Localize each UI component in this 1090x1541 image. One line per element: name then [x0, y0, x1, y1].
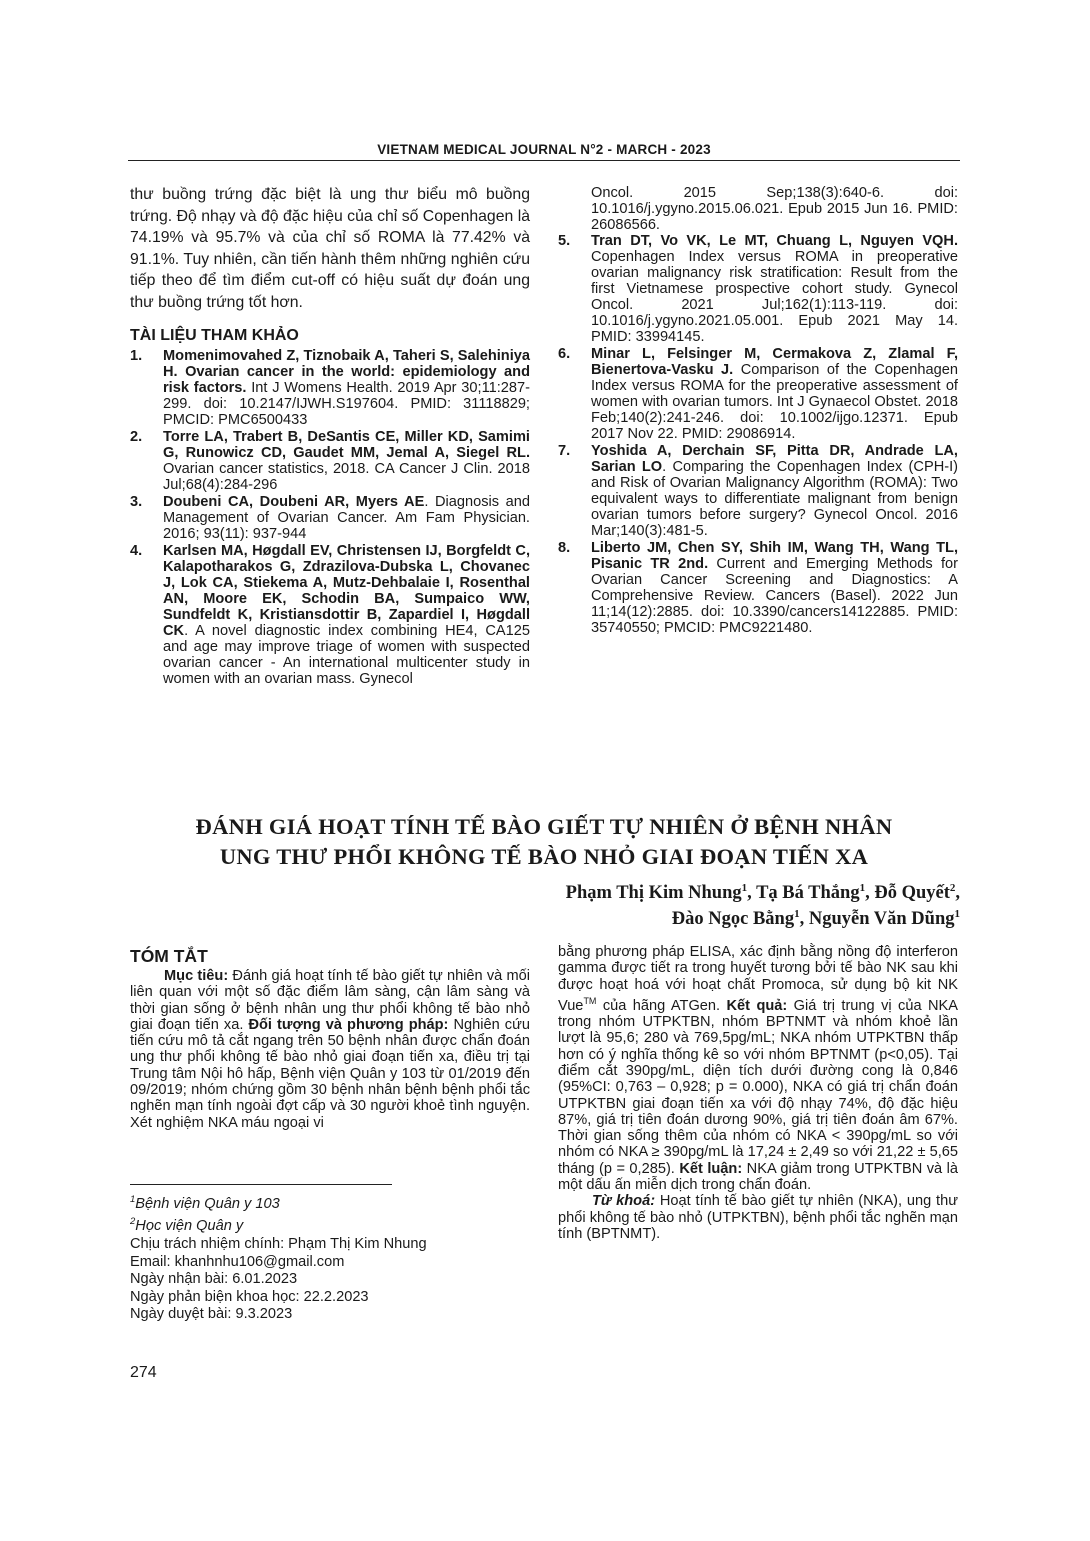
abstract-left-column — [130, 968, 530, 1131]
affiliation-number: 1 — [130, 1194, 136, 1205]
author-name: Phạm Thị Kim Nhung — [565, 883, 742, 903]
abstract-heading: TÓM TẮT — [130, 946, 208, 966]
author-separator: , — [747, 883, 757, 903]
reference-item — [130, 494, 530, 542]
page-number: 274 — [130, 1364, 157, 1381]
reference-number: 8. — [558, 540, 571, 556]
author-line-1 — [260, 880, 960, 906]
methods-continuation: bằng phương pháp ELISA, xác định bằng nồng độ interferon gamma được tiết ra trong huyết tương bởi tế bào NK sau khi được hoạt hoá với hoạt chất Promoca, sử dụng bộ kit NK Vue — [558, 944, 958, 1014]
reference-details: . Comparing the Copenhagen Index (CPH-I) and Risk of Ovarian Malignancy Algorithm (ROMA): Two equivalent ways to differentiate malignant from benign ovarian tumors before surgery? Gynecol Oncol. 2016 Mar;140(3):481-5. — [591, 459, 959, 539]
abstract-paragraph — [130, 968, 530, 1131]
author-affiliation: 1 — [859, 881, 866, 894]
reference-authors: Tran DT, Vo VK, Le MT, Chuang L, Nguyen VQH. — [591, 233, 958, 249]
reference-details: Copenhagen Index versus ROMA in preoperative ovarian malignancy risk stratification: Result from the first Vietnamese prospective cohort study. Gynecol Oncol. 2021 Jul;162(1):113-119. doi: 10.1016/j.ygyno.2021.05.001. Epub 2021 May 14. PMID: 33994145. — [591, 249, 958, 345]
reference-authors: Liberto JM, Chen SY, Shih IM, Wang TH, Wang TL, Pisanic TR 2nd. — [591, 540, 958, 572]
reference-number: 5. — [558, 233, 571, 249]
reference-number: 4. — [130, 543, 143, 559]
affiliation-1 — [130, 1191, 530, 1213]
abstract-right-column — [558, 944, 958, 1242]
footnote-rule — [130, 1184, 392, 1185]
author-affiliation: 1 — [794, 907, 800, 920]
reference-details: . A novel diagnostic index combining HE4, CA125 and age may improve triage of women with suspected ovarian cancer - An international multicenter study in women with an ovarian mass. Gynecol — [163, 623, 530, 687]
author-affiliation: 1 — [741, 881, 748, 894]
reference-authors: Torre LA, Trabert B, DeSantis CE, Miller KD, Samimi G, Runowicz CD, Gaudet MM, Jemal A, Siegel RL. — [163, 429, 530, 461]
corresponding-author: Chịu trách nhiệm chính: Phạm Thị Kim Nhung — [130, 1235, 427, 1252]
abstract-paragraph-cont — [558, 944, 958, 1193]
references-heading: TÀI LIỆU THAM KHẢO — [130, 327, 299, 344]
accepted-date: Ngày duyệt bài: 9.3.2023 — [130, 1306, 293, 1323]
author-separator: , — [955, 883, 960, 903]
prev-article-left-column — [130, 184, 530, 688]
reference-number: 3. — [130, 494, 143, 510]
trademark-mark: TM — [583, 995, 597, 1006]
reference-details: Current and Emerging Methods for Ovarian Cancer Screening and Diagnostics: A Comprehensive Review. Cancers (Basel). 2022 Jun 11;14(12):2885. doi: 10.3390/cancers14122885. PMID: 35740550; PMCID: PMC9221480. — [591, 556, 958, 636]
reference-item — [558, 233, 958, 345]
reference-item — [130, 348, 530, 428]
affiliation-text: Học viện Quân y — [135, 1218, 244, 1235]
reference-item — [130, 429, 530, 493]
keywords-text: Hoạt tính tế bào giết tự nhiên (NKA), ung thư phổi không tế bào nhỏ (UTPKTBN), bệnh phổi tắc nghẽn mạn tính (BPTNMT). — [558, 1193, 959, 1242]
author-affiliation: 1 — [954, 907, 960, 920]
author-name: Đào Ngọc Bằng — [671, 909, 795, 929]
journal-header: VIETNAM MEDICAL JOURNAL N°2 - MARCH - 2023 — [377, 142, 711, 157]
reference-details: . Diagnosis and Management of Ovarian Cancer. Am Fam Physician. 2016; 93(11): 937-944 — [163, 494, 530, 542]
reference-number: 6. — [558, 346, 571, 362]
reference-authors: Karlsen MA, Høgdall EV, Christensen IJ, Borgfeldt C, Kalapotharakos G, Zdrazilova-Dubska L, Chovanec J, Lok CA, Stiekema A, Mutz-Dehbalaie I, Rosenthal AN, Moore EK, Schodin BA, Sumpaico WW, Sundfeldt K, Kristiansdottir B, Zapardiel I, Høgdall CK — [163, 543, 530, 639]
author-line-2 — [260, 906, 960, 932]
reference-details: Ovarian cancer statistics, 2018. CA Cancer J Clin. 2018 Jul;68(4):284-296 — [163, 461, 530, 493]
author-list — [260, 880, 960, 932]
article-title — [128, 812, 960, 872]
results-text: Giá trị trung vị của NKA trong nhóm UTPKTBN, nhóm BPTNMT và nhóm khoẻ lần lượt là 95,6; 280 và 769,5pg/mL; NKA nhóm UTPKTBN thấp hơn có ý nghĩa thống kê so với nhóm BPTNMT (p<0,05). Tại điểm cắt 390pg/mL, diện tích dưới đường cong là 0,846 (95%CI: 0,763 – 0,928; p = 0.000), NKA có giá trị chẩn đoán UTPKTBN giai đoạn tiến xa với độ nhạy 74%, độ đặc hiệu 87%, giá trị tiên đoán dương 90%, giá trị tiên đoán âm 67%. Thời gian sống thêm của nhóm có NKA < 390pg/mL so với nhóm có NKA ≥ 390pg/mL là 17,24 ± 2,49 so với 21,22 ± 5,65 tháng (p = 0,285). — [558, 997, 958, 1177]
reference-item — [558, 443, 958, 539]
header-rule — [128, 160, 960, 161]
reference-details: Int J Womens Health. 2019 Apr 30;11:287-299. doi: 10.2147/IJWH.S197604. PMID: 31118829; PMCID: PMC6500433 — [163, 380, 530, 428]
methods-label: Đối tượng và phương pháp: — [248, 1016, 449, 1033]
affiliation-text: Bệnh viện Quân y 103 — [135, 1195, 280, 1212]
reference-authors: Yoshida A, Derchain SF, Pitta DR, Andrade LA, Sarian LO — [591, 443, 958, 475]
reference-item — [558, 540, 958, 636]
prev-article-right-column — [558, 185, 958, 637]
author-name: Đỗ Quyết — [874, 883, 950, 903]
received-date: Ngày nhận bài: 6.01.2023 — [130, 1271, 298, 1288]
methods-text: Nghiên cứu tiến cứu mô tả cắt ngang trên 50 bệnh nhân được chẩn đoán ung thư phổi không tế bào nhỏ giai đoạn tiến xa, điều trị tại Trung tâm Nội hô hấp, Bệnh viện Quân y 103 từ 01/2019 đến 09/2019; nhóm chứng gồm 30 bệnh nhân bệnh bệnh phổi tắc nghẽn mạn tính ngoài đợt cấp và 30 người khoẻ tình nguyện. Xét nghiệm NKA máu ngoại vi — [130, 1016, 530, 1131]
reviewed-date: Ngày phản biện khoa học: 22.2.2023 — [130, 1288, 369, 1305]
methods-continuation-2: của hãng ATGen. — [596, 997, 727, 1014]
objective-label: Mục tiêu: — [164, 968, 229, 984]
keywords-label: Từ khoá: — [592, 1193, 656, 1210]
reference-item — [558, 346, 958, 442]
conclusion-label: Kết luận: — [679, 1160, 743, 1177]
reference-item — [130, 543, 530, 687]
conclusion-text: NKA giảm trong UTPKTBN và là một dấu ấn miễn dịch trong chẩn đoán. — [558, 1160, 959, 1194]
prev-conclusion-text: thư buồng trứng đặc biệt là ung thư biểu mô buồng trứng. Độ nhạy và độ đặc hiệu của chỉ số Copenhagen là 74.19% và 95.7% và của chỉ số ROMA là 77.42% và 91.1%. Tuy nhiên, cần tiến hành thêm những nghiên cứu tiếp theo để tìm điểm cut-off có hiệu suất dự đoán ung thư buồng trứng tốt hơn. — [130, 186, 530, 311]
objective-text: Đánh giá hoạt tính tế bào giết tự nhiên và mối liên quan với một số đặc điểm lâm sàng, cận lâm sàng và thời gian sống ở bệnh nhân ung thư phổi không tế bào nhỏ giai đoạn tiến xa. — [130, 968, 530, 1033]
references-list-right — [558, 233, 958, 636]
reference-continuation: Oncol. 2015 Sep;138(3):640-6. doi: 10.1016/j.ygyno.2015.06.021. Epub 2015 Jun 16. PMID: 26086566. — [591, 185, 958, 233]
footnotes — [130, 1191, 530, 1324]
results-label: Kết quả: — [726, 997, 788, 1014]
reference-authors: Minar L, Felsinger M, Cermakova Z, Zlamal F, Bienertova-Vasku J. — [591, 346, 958, 378]
keywords-paragraph — [558, 1193, 958, 1242]
affiliation-number: 2 — [130, 1216, 136, 1228]
title-line-1: ĐÁNH GIÁ HOẠT TÍNH TẾ BÀO GIẾT TỰ NHIÊN Ở BỆNH NHÂN — [195, 814, 893, 839]
reference-number: 7. — [558, 443, 571, 459]
author-separator: , — [799, 909, 809, 929]
author-affiliation: 2 — [949, 881, 956, 894]
reference-authors: Doubeni CA, Doubeni AR, Myers AE — [163, 494, 425, 510]
author-name: Tạ Bá Thắng — [756, 883, 860, 903]
reference-details: Comparison of the Copenhagen Index versus ROMA for the preoperative assessment of women with ovarian tumors. Int J Gynaecol Obstet. 2018 Feb;140(2):241-246. doi: 10.1002/ijgo.12371. Epub 2017 Nov 22. PMID: 29086914. — [591, 362, 958, 442]
affiliation-2 — [130, 1213, 530, 1235]
email-line: Email: khanhnhu106@gmail.com — [130, 1253, 345, 1270]
title-line-2: UNG THƯ PHỔI KHÔNG TẾ BÀO NHỎ GIAI ĐOẠN TIẾN XA — [219, 844, 869, 869]
reference-number: 2. — [130, 429, 143, 445]
author-separator: , — [865, 883, 875, 903]
reference-number: 1. — [130, 348, 143, 364]
author-name: Nguyễn Văn Dũng — [808, 909, 955, 929]
reference-authors: Momenimovahed Z, Tiznobaik A, Taheri S, Salehiniya H. Ovarian cancer in the world: epidemiology and risk factors. — [163, 348, 530, 396]
references-list-left — [130, 348, 530, 687]
